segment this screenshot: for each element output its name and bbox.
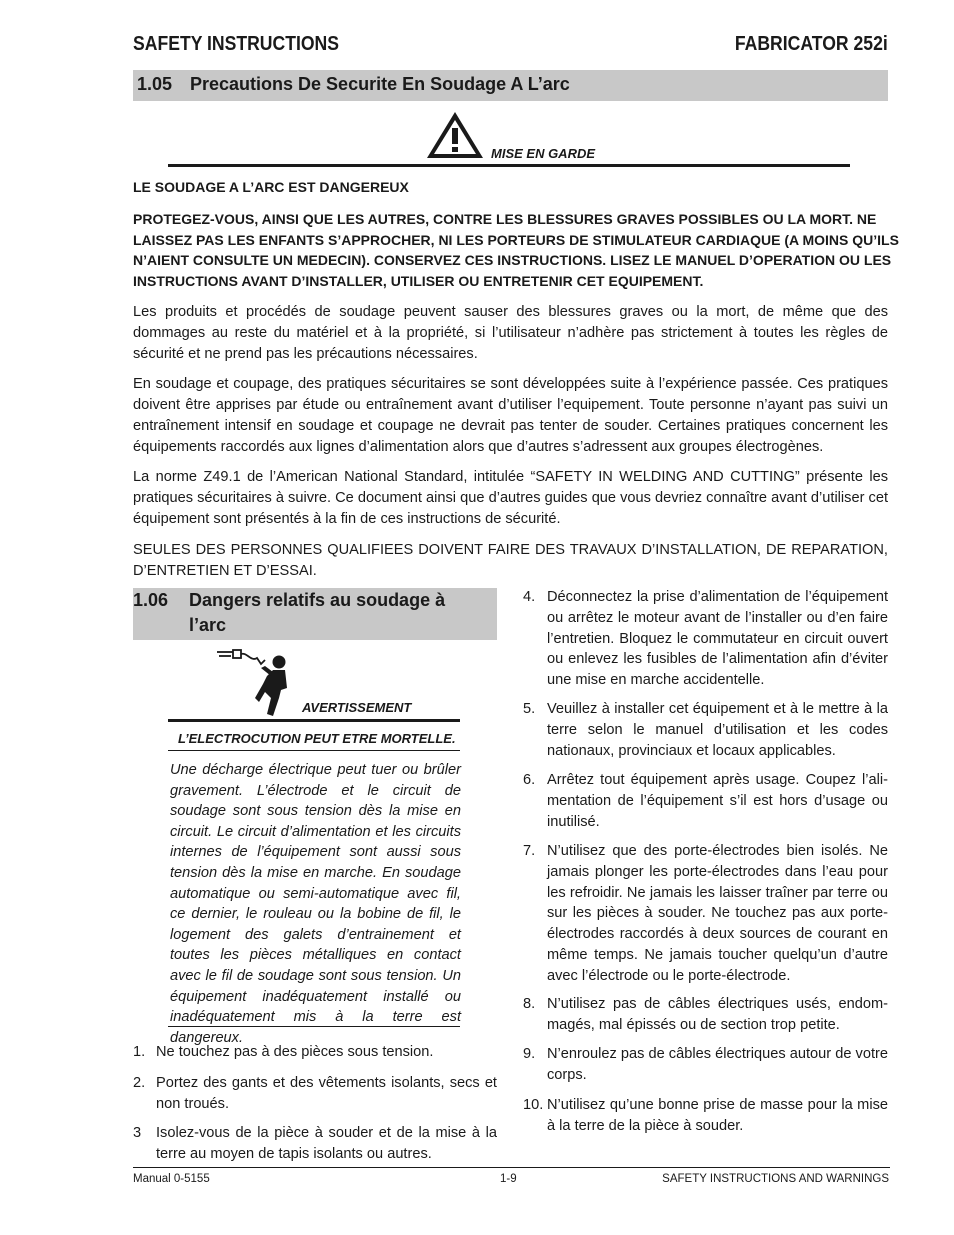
section-106-number: 1.06	[133, 590, 169, 610]
list-item-number: 10.	[523, 1097, 544, 1113]
warning2-top-divider	[168, 719, 460, 722]
bold-warning-line-3: N’AIENT CONSULTE UN MEDECIN). CONSERVEZ CES INSTRUCTIONS. LISEZ LE MANUEL D’OPERATION OU LES	[133, 252, 892, 268]
paragraph-2: En soudage et coupage, des pratiques sécuritaires se sont développées suite à l’expérience passée. Ces pratiques doivent être apprises par étude ou entraînement avant d’utiliser l’equipement. Toute personne n’ayant pas suivi un entraînement intensif en soudage et coupage ne devrait pas tenter de souder. Certaines pratiques concernent les équipements raccordés aux lignes d’alimentation alors que d’autres s’adressent aux groupes électrogènes.	[133, 376, 888, 455]
footer-rule	[133, 1167, 890, 1168]
paragraph-3: La norme Z49.1 de l’American National Standard, intitulée “SAFETY IN WELDING AND CUTTING” présente les pratiques sécuritaires à suivre. Ce document ainsi que d’autres guides que vous devriez connaître avant d’utiliser cet équipement sont présentés à la fin de ces instructions de sécurité.	[133, 469, 888, 527]
electrocution-warning-text: Une décharge électrique peut tuer ou brûler gravement. L’électrode et le circuit de soudage sont sous tension dès la mise en circuit. Le circuit d’alimentation et les circuits internes de l’équipement sont aussi sous tension dès la mise en marche. En soudage automatique ou semi-automatique avec fil, ce dernier, le rouleau ou la bobine de fil, le logement des galets d’entrainement et toutes les pièces métalliques en contact avec le fil de soudage sont sous tension. Un équipement inadéquatement installé ou inadéquatement mis à la terre est dangereux.	[170, 762, 461, 1046]
warning2-bottom-divider	[168, 1026, 460, 1027]
list-item-text: Déconnectez la prise d’alimentation de l’équipement ou arrêtez le moteur avant de l’installer ou d’en faire l’entretien. Bloquez le commutateur en circuit ouvert ou enlevez les fusibles de l’alimentation afin d’éviter une mise en marche accidentelle.	[547, 589, 888, 689]
bold-warning-line-2: LAISSEZ PAS LES ENFANTS S’APPROCHER, NI LES PORTEURS DE STIMULATEUR CARDIAQUE (A MOINS QU’ILS	[133, 231, 899, 248]
list-item-number: 6.	[523, 772, 536, 788]
electrocution-subtitle: L’ELECTROCUTION PEUT ETRE MORTELLE.	[178, 731, 456, 746]
list-item-number: 8.	[523, 996, 536, 1012]
danger-heading: LE SOUDAGE A L’ARC EST DANGEREUX	[133, 179, 409, 195]
list-item-text: Veuillez à installer cet équipement et à le mettre à la terre selon le manuel d’utilisation et les codes nationaux, provinciaux et locaux applicables.	[547, 701, 888, 759]
section-105-title: Precautions De Securite En Soudage A L’arc	[190, 74, 570, 94]
list-item-text: N’utilisez qu’une bonne prise de masse pour la mise à la terre de la pièce à souder.	[547, 1097, 888, 1134]
section-106-title-line-1: Dangers relatifs au soudage à	[189, 590, 446, 610]
list-item-number: 2.	[133, 1075, 146, 1091]
list-item-number: 7.	[523, 843, 536, 859]
warning-divider	[168, 164, 850, 167]
section-105-bar	[133, 70, 888, 101]
paragraph-1: Les produits et procédés de soudage peuvent sauser des blessures graves ou la mort, de même que des dommages au reste du matériel et à la propriété, si l’utilisateur n’adhère pas strictement à toutes les règles de sécurité et ne prend pas les précautions nécessaires.	[133, 304, 888, 362]
list-item-number: 1.	[133, 1044, 146, 1060]
list-item-text: N’utilisez que des porte-électrodes bien isolés. Ne jamais plonger les porte-électrodes dans l’eau pour les refroidir. Ne jamais les laisser traîner par terre ou sur les pièces à souder. Ne touchez pas aux porte-électrodes raccordés à deux sources de courant en même temps. Ne jamais toucher quelqu’un d’autre avec l’électrode ou le porte-électrode.	[547, 843, 888, 984]
list-item-number: 9.	[523, 1046, 536, 1062]
list-item-text: Ne touchez pas à des pièces sous tension.	[156, 1044, 434, 1060]
list-item-number: 4.	[523, 589, 536, 605]
list-item-number: 3	[133, 1125, 142, 1141]
warning-label-avertissement: AVERTISSEMENT	[302, 700, 412, 715]
list-item-number: 5.	[523, 701, 536, 717]
list-item-text: N’enroulez pas de câbles électriques autour de votre corps.	[547, 1046, 888, 1083]
header-right-title: FABRICATOR 252i	[735, 33, 888, 55]
warning2-subtitle-divider	[168, 750, 460, 751]
bold-warning-line-1: PROTEGEZ-VOUS, AINSI QUE LES AUTRES, CONTRE LES BLESSURES GRAVES POSSIBLES OU LA MORT. NE	[133, 211, 877, 227]
footer-page-number: 1-9	[500, 1173, 517, 1185]
warning-label-mise-en-garde: MISE EN GARDE	[491, 146, 596, 161]
header-left-title: SAFETY INSTRUCTIONS	[133, 33, 340, 55]
footer-manual-number: Manual 0-5155	[133, 1173, 210, 1185]
footer-section-name: SAFETY INSTRUCTIONS AND WARNINGS	[662, 1173, 889, 1185]
paragraph-4: SEULES DES PERSONNES QUALIFIEES DOIVENT FAIRE DES TRAVAUX D’INSTALLATION, DE REPARATION, D’ENTRETIEN ET D’ESSAI.	[133, 542, 888, 579]
section-106-title-line-2: l’arc	[189, 615, 227, 635]
warning-triangle-icon	[425, 110, 485, 160]
section-106-bar	[133, 588, 497, 640]
bold-warning-line-4: INSTRUCTIONS AVANT D’INSTALLER, UTILISER OU ENTRETENIR CET EQUIPEMENT.	[133, 272, 704, 289]
list-item-text: Portez des gants et des vêtements isolants, secs et non troués.	[156, 1075, 497, 1112]
list-item-text: N’utilisez pas de câbles électriques usés, endom-magés, mal épissés ou de section trop petite.	[547, 996, 888, 1033]
list-item-text: Isolez-vous de la pièce à souder et de la mise à la terre au moyen de tapis isolants ou autres.	[156, 1125, 497, 1162]
electric-shock-icon	[215, 646, 299, 718]
section-105-number: 1.05	[137, 74, 173, 94]
list-item-text: Arrêtez tout équipement après usage. Coupez l’ali-mentation de l’équipement s’il est hors d’usage ou inutilisé.	[547, 772, 888, 830]
